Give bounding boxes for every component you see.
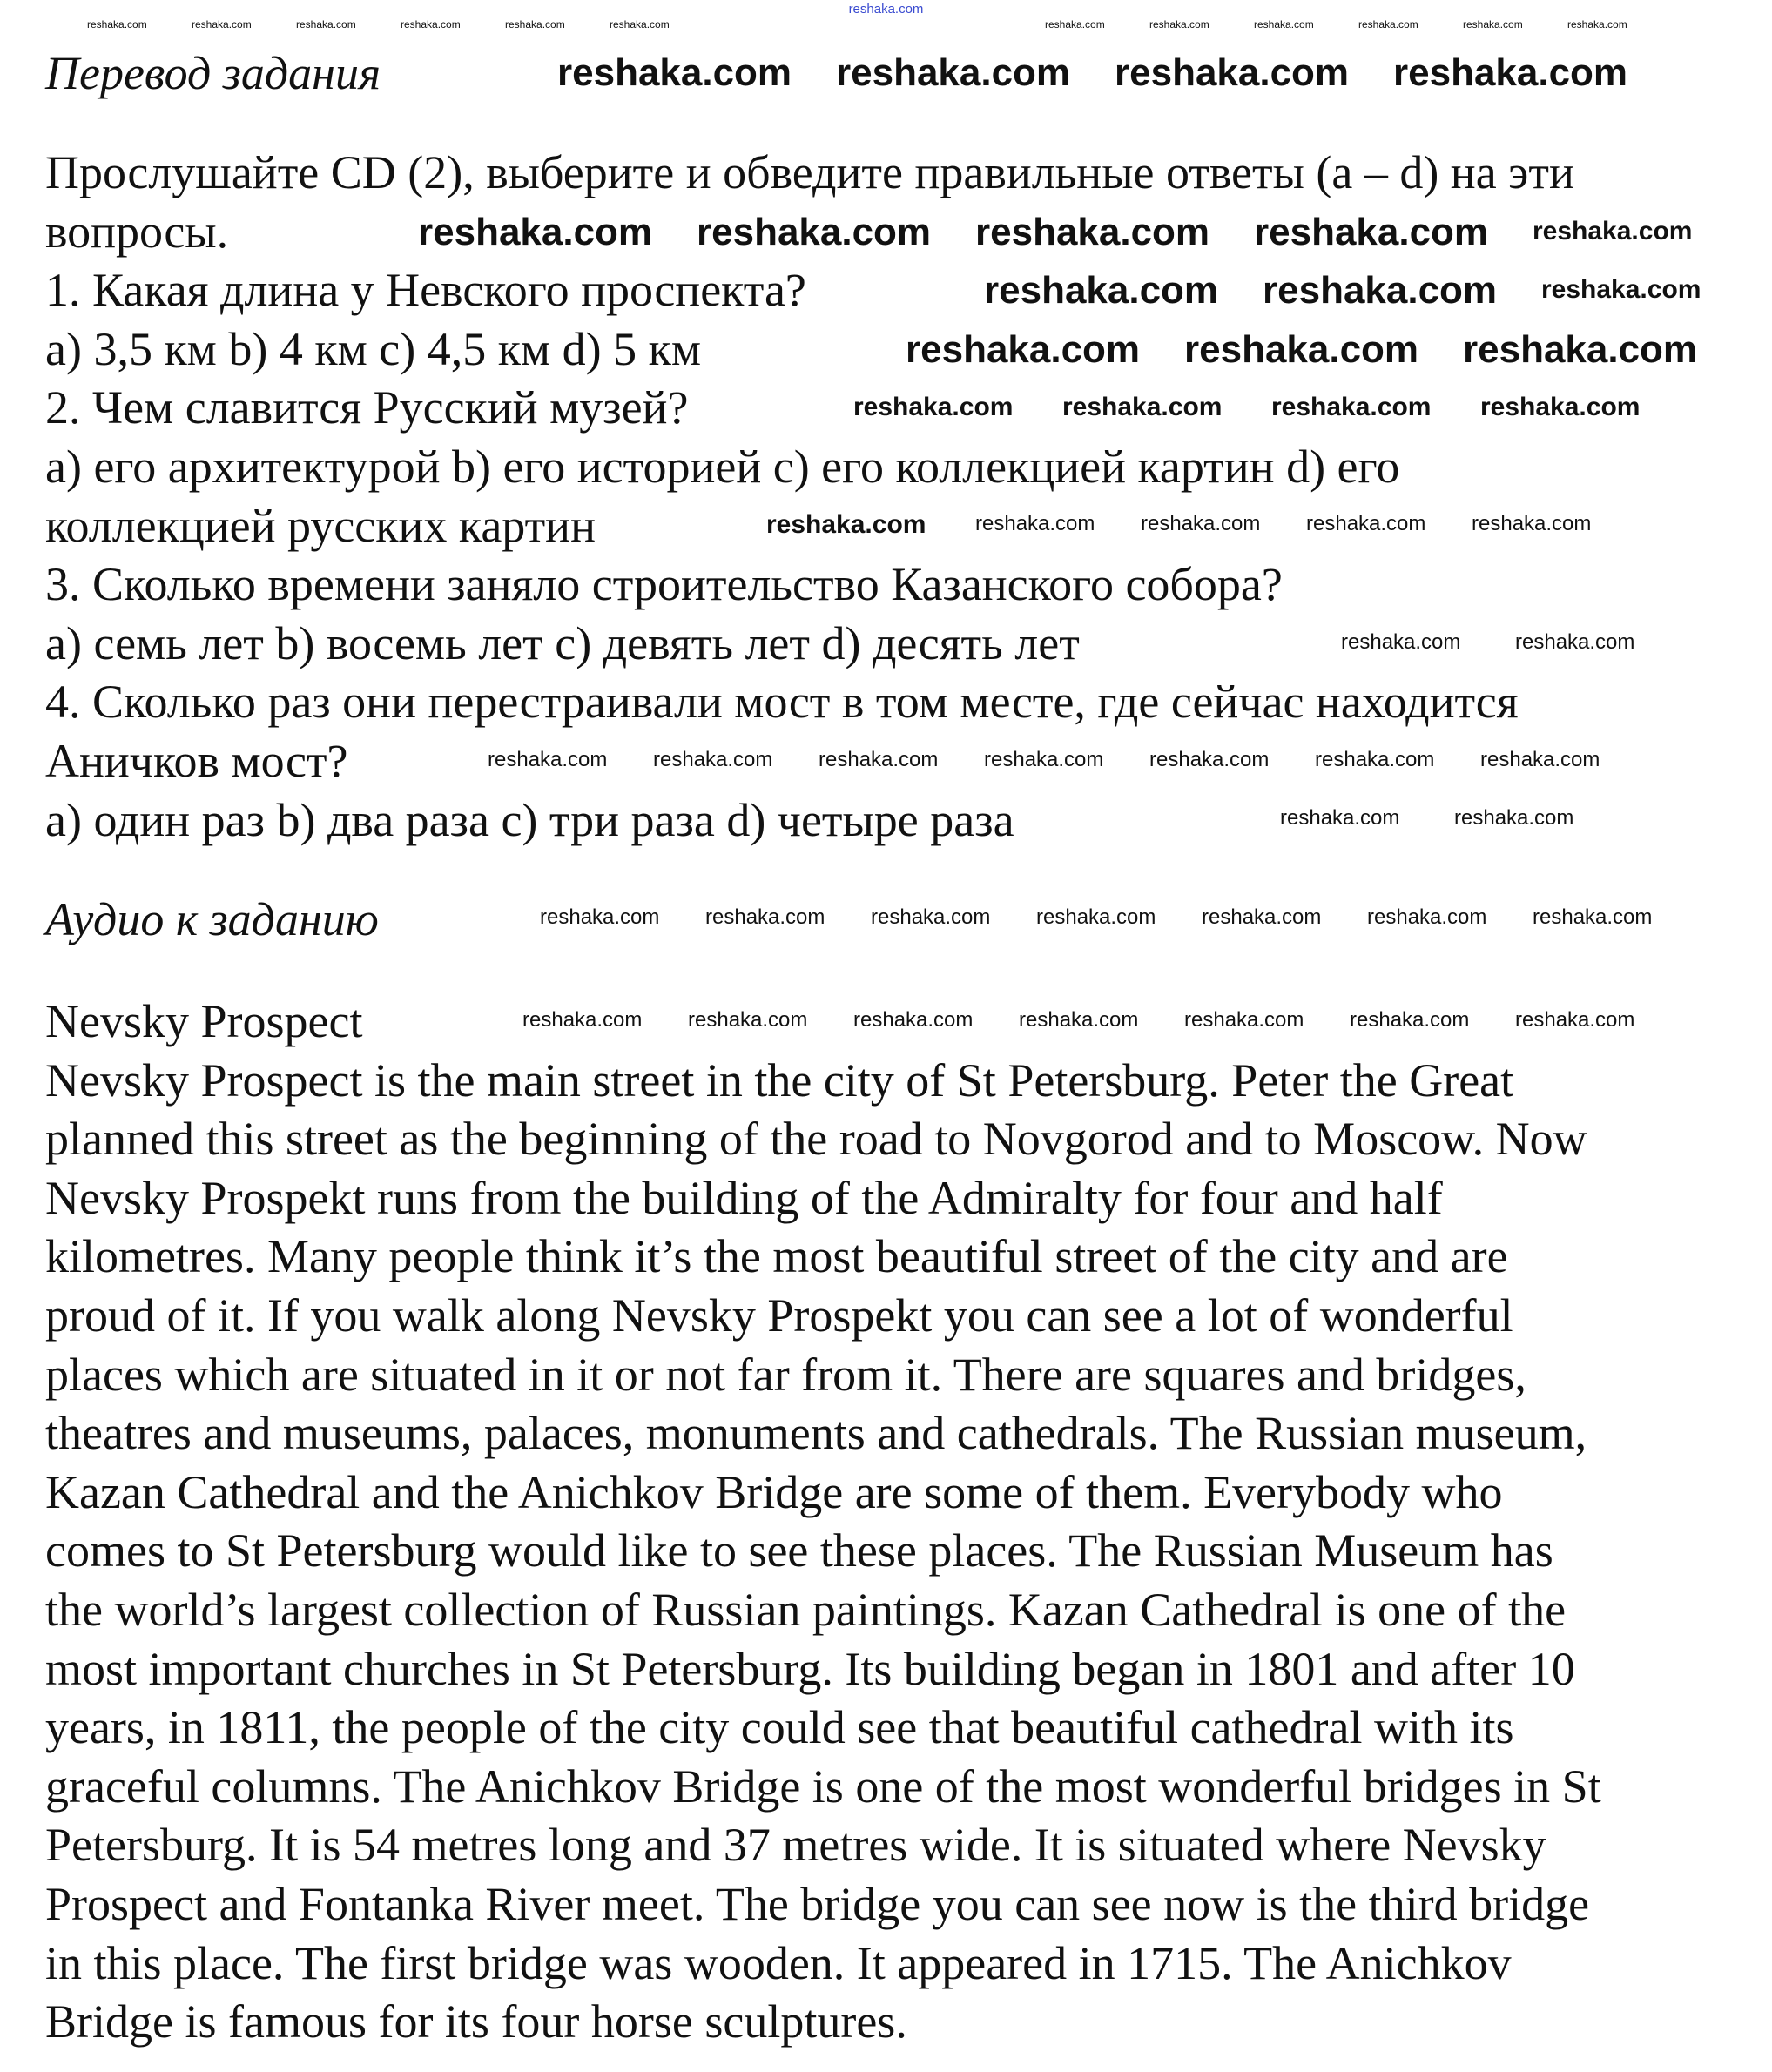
watermark: reshaka.com <box>1306 512 1426 535</box>
watermark: reshaka.com <box>1254 211 1489 253</box>
watermark: reshaka.com <box>1184 1008 1304 1032</box>
watermark: reshaka.com <box>1472 512 1592 535</box>
watermark: reshaka.com <box>1019 1008 1139 1032</box>
watermark: reshaka.com <box>1350 1008 1470 1032</box>
watermark: reshaka.com <box>87 18 147 30</box>
watermark-top: reshaka.com <box>848 2 924 17</box>
transcript-line: comes to St Petersburg would like to see these places. The Russian Museum has <box>45 1524 1553 1578</box>
transcript-line: proud of it. If you walk along Nevsky Prospekt you can see a lot of wonderful <box>45 1288 1513 1342</box>
watermark: reshaka.com <box>1515 630 1635 654</box>
question-2: 2. Чем славится Русский музей? <box>45 381 689 434</box>
watermark: reshaka.com <box>984 748 1104 771</box>
watermark: reshaka.com <box>1149 18 1209 30</box>
watermark: reshaka.com <box>1184 328 1419 371</box>
watermark: reshaka.com <box>836 51 1071 94</box>
watermark: reshaka.com <box>1533 905 1653 929</box>
watermark: reshaka.com <box>975 211 1210 253</box>
watermark: reshaka.com <box>488 748 608 771</box>
watermark: reshaka.com <box>871 905 991 929</box>
transcript-line: Petersburg. It is 54 metres long and 37 metres wide. It is situated where Nevsky <box>45 1819 1546 1872</box>
watermark: reshaka.com <box>610 18 670 30</box>
watermark: reshaka.com <box>688 1008 808 1032</box>
transcript-line: Nevsky Prospekt runs from the building of the Admiralty for four and half <box>45 1171 1443 1224</box>
question-4-options: a) один раз b) два раза c) три раза d) четыре раза <box>45 793 1014 846</box>
watermark: reshaka.com <box>1367 905 1487 929</box>
text-line: Прослушайте CD (2), выберите и обведите правильные ответы (a – d) на эти <box>45 146 1574 198</box>
watermark: reshaka.com <box>557 51 792 94</box>
transcript-line: kilometres. Many people think it’s the most beautiful street of the city and are <box>45 1230 1508 1283</box>
watermark: reshaka.com <box>653 748 773 771</box>
question-2-options: a) его архитектурой b) его историей c) его коллекцией картин d) его <box>45 440 1400 493</box>
watermark: reshaka.com <box>975 512 1095 535</box>
watermark: reshaka.com <box>1393 51 1628 94</box>
question-4-cont: Аничков мост? <box>45 734 348 787</box>
watermark: reshaka.com <box>697 211 932 253</box>
watermark: reshaka.com <box>1480 393 1641 421</box>
task-translation-heading: Перевод задания <box>45 47 381 99</box>
watermark: reshaka.com <box>418 211 653 253</box>
watermark: reshaka.com <box>1115 51 1350 94</box>
watermark: reshaka.com <box>1541 275 1701 304</box>
watermark: reshaka.com <box>1045 18 1105 30</box>
watermark: reshaka.com <box>1454 806 1574 830</box>
watermark: reshaka.com <box>1263 269 1498 312</box>
watermark: reshaka.com <box>906 328 1141 371</box>
watermark: reshaka.com <box>766 510 926 539</box>
question-4: 4. Сколько раз они перестраивали мост в том месте, где сейчас находится <box>45 676 1519 729</box>
watermark: reshaka.com <box>1141 512 1261 535</box>
question-1-options: a) 3,5 км b) 4 км c) 4,5 км d) 5 км <box>45 322 701 375</box>
transcript-line: theatres and museums, palaces, monuments and cathedrals. The Russian museum, <box>45 1407 1587 1460</box>
watermark: reshaka.com <box>1315 748 1435 771</box>
watermark: reshaka.com <box>540 905 660 929</box>
transcript-title: Nevsky Prospect <box>45 995 363 1047</box>
watermark: reshaka.com <box>1358 18 1418 30</box>
watermark: reshaka.com <box>505 18 565 30</box>
watermark: reshaka.com <box>1149 748 1270 771</box>
question-3: 3. Сколько времени заняло строительство Казанского собора? <box>45 558 1283 611</box>
transcript-line: Prospect and Fontanka River meet. The bridge you can see now is the third bridge <box>45 1877 1590 1930</box>
audio-heading: Аудио к заданию <box>45 893 379 945</box>
transcript-line: Nevsky Prospect is the main street in the city of St Petersburg. Peter the Great <box>45 1053 1514 1107</box>
watermark: reshaka.com <box>984 269 1219 312</box>
question-2-options-cont: коллекцией русских картин <box>45 499 596 552</box>
watermark: reshaka.com <box>705 905 825 929</box>
watermark: reshaka.com <box>1036 905 1156 929</box>
watermark: reshaka.com <box>1062 393 1223 421</box>
watermark: reshaka.com <box>1254 18 1314 30</box>
audio-transcript <box>45 992 1601 2052</box>
transcript-line: most important churches in St Petersburg. Its building began in 1801 and after 10 <box>45 1642 1575 1695</box>
watermark: reshaka.com <box>1463 328 1698 371</box>
transcript-line: Kazan Cathedral and the Anichkov Bridge are some of them. Everybody who <box>45 1465 1503 1518</box>
transcript-line: the world’s largest collection of Russian paintings. Kazan Cathedral is one of the <box>45 1583 1567 1636</box>
watermark: reshaka.com <box>1202 905 1322 929</box>
transcript-line: Bridge is famous for its four horse sculptures. <box>45 1995 907 2048</box>
watermark: reshaka.com <box>1280 806 1400 830</box>
question-3-options: a) семь лет b) восемь лет c) девять лет d) десять лет <box>45 616 1080 669</box>
watermark: reshaka.com <box>296 18 356 30</box>
transcript-line: in this place. The first bridge was wooden. It appeared in 1715. The Anichkov <box>45 1936 1512 1989</box>
watermark: reshaka.com <box>819 748 939 771</box>
watermark: reshaka.com <box>1533 217 1693 246</box>
text-line: вопросы. <box>45 205 229 258</box>
transcript-line: years, in 1811, the people of the city could see that beautiful cathedral with its <box>45 1701 1514 1754</box>
watermark: reshaka.com <box>1567 18 1627 30</box>
watermark: reshaka.com <box>853 1008 974 1032</box>
watermark: reshaka.com <box>401 18 461 30</box>
watermark: reshaka.com <box>1463 18 1523 30</box>
transcript-line: planned this street as the beginning of the road to Novgorod and to Moscow. Now <box>45 1113 1587 1166</box>
watermark: reshaka.com <box>522 1008 643 1032</box>
transcript-line: places which are situated in it or not far from it. There are squares and bridges, <box>45 1348 1526 1401</box>
transcript-line: graceful columns. The Anichkov Bridge is one of the most wonderful bridges in St <box>45 1759 1601 1813</box>
question-1: 1. Какая длина у Невского проспекта? <box>45 264 806 317</box>
watermark: reshaka.com <box>192 18 252 30</box>
watermark: reshaka.com <box>1341 630 1461 654</box>
watermark: reshaka.com <box>1480 748 1600 771</box>
watermark: reshaka.com <box>1271 393 1432 421</box>
watermark: reshaka.com <box>1515 1008 1635 1032</box>
watermark: reshaka.com <box>853 393 1014 421</box>
